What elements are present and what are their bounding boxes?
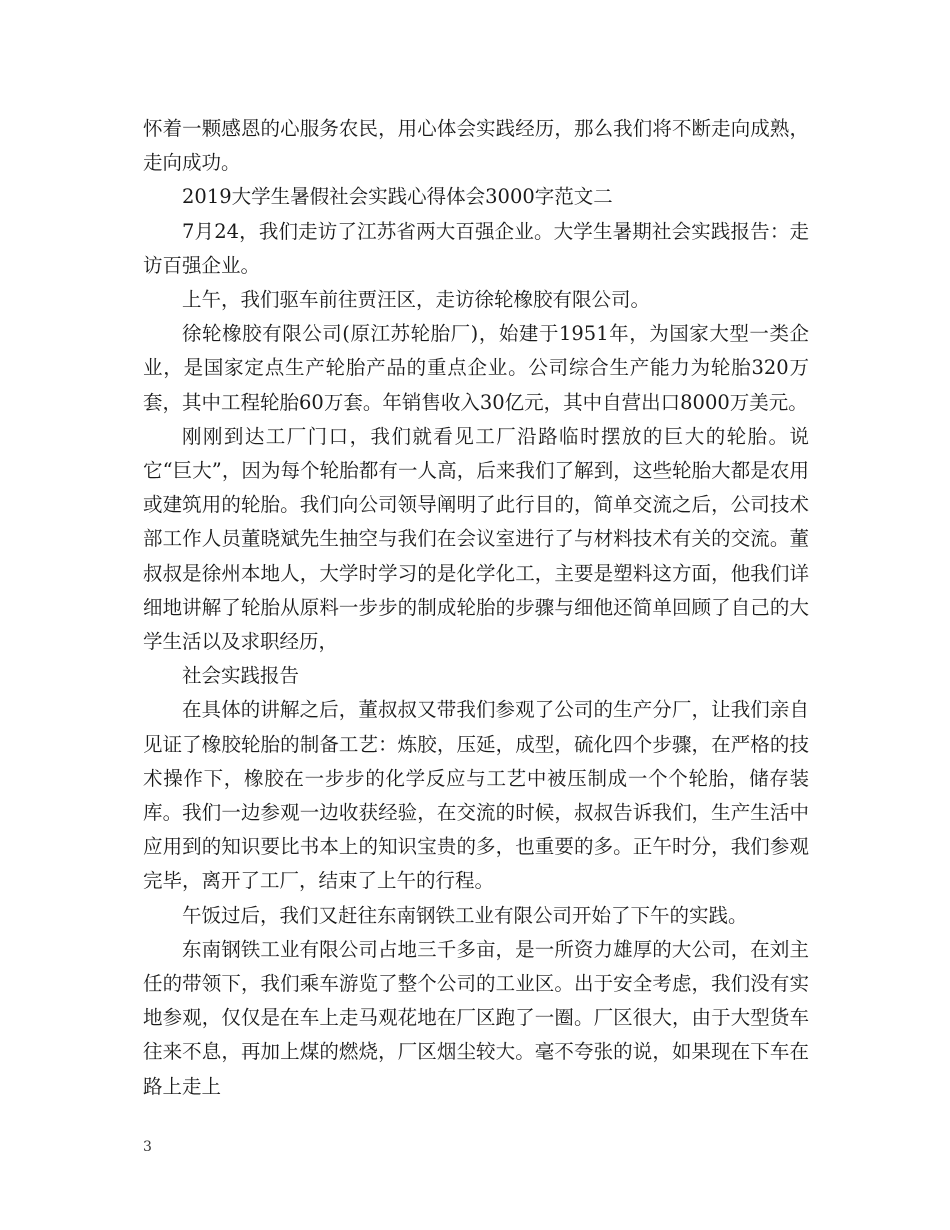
paragraph: 怀着一颗感恩的心服务农民，用心体会实践经历，那么我们将不断走向成熟，走向成功。 [143, 117, 809, 175]
paragraph: 上午，我们驱车前往贾汪区，走访徐轮橡胶有限公司。 [182, 288, 651, 312]
paragraph: 刚刚到达工厂门口，我们就看见工厂沿路临时摆放的巨大的轮胎。说它“巨大”，因为每个轮胎都有一人高，后来我们了解到，这些轮胎大都是农用或建筑用的轮胎。我们向公司领导阐明了此行目的，简单交流之后，公司技术部工作人员董晓斌先生抽空与我们在会议室进行了与材料技术有关的交流。董叔叔是徐州本地人，大学时学习的是化学化工，主要是塑料这方面，他我们详细地讲解了轮胎从原料一步步的制成轮胎的步骤与细他还简单回顾了自己的大学生活以及求职经历， [143, 424, 809, 654]
paragraph: 7月24，我们走访了江苏省两大百强企业。大学生暑期社会实践报告：走访百强企业。 [143, 219, 809, 277]
paragraph-heading: 社会实践报告 [182, 664, 300, 688]
paragraph: 在具体的讲解之后，董叔叔又带我们参观了公司的生产分厂，让我们亲自见证了橡胶轮胎的制备工艺：炼胶，压延，成型，硫化四个步骤，在严格的技术操作下，橡胶在一步步的化学反应与工艺中被压制成一个个轮胎，储存装库。我们一边参观一边收获经验，在交流的时候，叔叔告诉我们，生产生活中应用到的知识要比书本上的知识宝贵的多，也重要的多。正午时分，我们参观完毕，离开了工厂，结束了上午的行程。 [143, 698, 809, 893]
page-number: 3 [143, 1139, 152, 1155]
paragraph: 东南钢铁工业有限公司占地三千多亩，是一所资力雄厚的大公司，在刘主任的带领下，我们乘车游览了整个公司的工业区。出于安全考虑，我们没有实地参观，仅仅是在车上走马观花地在厂区跑了一圈。厂区很大，由于大型货车往来不息，再加上煤的燃烧，厂区烟尘较大。毫不夸张的说，如果现在下车在路上走上 [143, 937, 809, 1098]
paragraph-heading: 2019大学生暑假社会实践心得体会3000字范文二 [182, 185, 613, 209]
paragraph: 徐轮橡胶有限公司(原江苏轮胎厂)，始建于1951年，为国家大型一类企业，是国家定点生产轮胎产品的重点企业。公司综合生产能力为轮胎320万套，其中工程轮胎60万套。年销售收入30亿元，其中自营出口8000万美元。 [143, 322, 809, 414]
document-body [143, 112, 809, 1104]
paragraph: 午饭过后，我们又赶往东南钢铁工业有限公司开始了下午的实践。 [182, 903, 748, 927]
